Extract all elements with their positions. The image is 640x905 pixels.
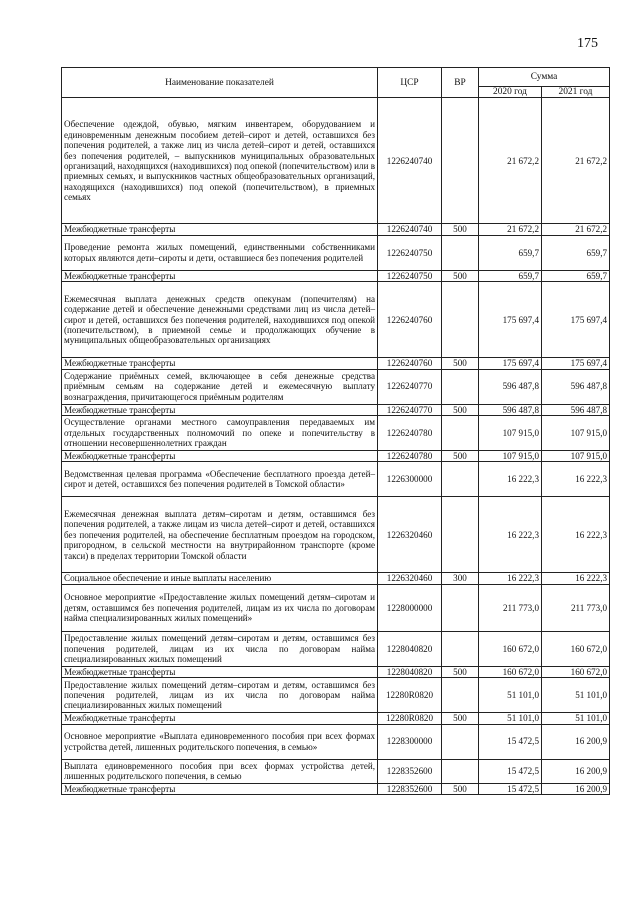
row-sum-2021: 51 101,0 [542, 678, 610, 713]
row-sum-2021: 175 697,4 [542, 358, 610, 369]
row-csr-code: 1226240750 [378, 235, 442, 270]
page-number: 175 [577, 36, 598, 51]
row-name: Предоставление жилых помещений детям–сиротам и детям, оставшимся без попечения родителей, лицам из их числа по договорам найма специализированных жилых помещений [62, 678, 378, 713]
row-sum-2021: 16 200,9 [542, 724, 610, 759]
row-sum-2021: 21 672,2 [542, 98, 610, 224]
table-row [62, 497, 610, 573]
row-sum-2021: 659,7 [542, 235, 610, 270]
row-sum-2020: 596 487,8 [479, 404, 542, 415]
row-sum-2021: 175 697,4 [542, 282, 610, 358]
row-csr-code: 1228352600 [378, 783, 442, 794]
table-row [62, 98, 610, 224]
row-sum-2020: 51 101,0 [479, 713, 542, 724]
row-vr-code [442, 759, 479, 783]
row-csr-code: 1226320460 [378, 573, 442, 584]
row-sum-2021: 16 222,3 [542, 462, 610, 497]
row-name: Осуществление органами местного самоуправления передаваемых им отдельных государственных полномочий по опеке и попечительству в отношении несовершеннолетних граждан [62, 416, 378, 451]
row-sum-2021: 21 672,2 [542, 224, 610, 235]
row-sum-2020: 16 222,3 [479, 573, 542, 584]
row-vr-code: 500 [442, 451, 479, 462]
row-sum-2021: 51 101,0 [542, 713, 610, 724]
row-sum-2021: 160 672,0 [542, 666, 610, 677]
row-csr-code: 12280R0820 [378, 678, 442, 713]
table-row [62, 678, 610, 713]
row-csr-code: 1226240770 [378, 369, 442, 404]
row-name: Ведомственная целевая программа «Обеспечение бесплатного проезда детей–сирот и детей, оставшихся без попечения родителей в Томской области» [62, 462, 378, 497]
table-row [62, 416, 610, 451]
table-row [62, 235, 610, 270]
table-row [62, 631, 610, 666]
row-sum-2021: 596 487,8 [542, 369, 610, 404]
row-sum-2020: 175 697,4 [479, 282, 542, 358]
table-row [62, 584, 610, 631]
row-sum-2020: 211 773,0 [479, 584, 542, 631]
table-row [62, 282, 610, 358]
row-sum-2020: 596 487,8 [479, 369, 542, 404]
table-row [62, 270, 610, 281]
row-vr-code: 500 [442, 713, 479, 724]
table-row [62, 451, 610, 462]
header-year-2021: 2021 год [542, 87, 610, 98]
row-sum-2021: 16 222,3 [542, 573, 610, 584]
row-name: Ежемесячная выплата денежных средств опекунам (попечителям) на содержание детей и обеспечение денежными средствами лиц из числа детей–сирот и детей, оставшихся без попечения родителей, находившихся под опекой (попечительством), в приемной семье и продолжающих обучение в муниципальных общеобразовательных организациях [62, 282, 378, 358]
row-sum-2021: 107 915,0 [542, 416, 610, 451]
row-csr-code: 1226240750 [378, 270, 442, 281]
row-csr-code: 1226300000 [378, 462, 442, 497]
row-csr-code: 1226240760 [378, 282, 442, 358]
row-sum-2020: 107 915,0 [479, 451, 542, 462]
table-row [62, 666, 610, 677]
row-sum-2020: 175 697,4 [479, 358, 542, 369]
row-sum-2020: 659,7 [479, 270, 542, 281]
row-sum-2020: 107 915,0 [479, 416, 542, 451]
row-vr-code [442, 631, 479, 666]
row-sum-2021: 107 915,0 [542, 451, 610, 462]
row-vr-code [442, 724, 479, 759]
table-row [62, 369, 610, 404]
row-vr-code [442, 235, 479, 270]
row-vr-code: 500 [442, 666, 479, 677]
row-sum-2021: 16 222,3 [542, 497, 610, 573]
row-vr-code: 500 [442, 270, 479, 281]
table-row [62, 224, 610, 235]
row-name: Межбюджетные трансферты [62, 270, 378, 281]
header-sum: Сумма [479, 68, 610, 87]
row-csr-code: 1228000000 [378, 584, 442, 631]
row-name: Основное мероприятие «Предоставление жилых помещений детям–сиротам и детям, оставшимся без попечения родителей, лицам из их числа по договорам найма специализированных жилых помещений» [62, 584, 378, 631]
row-name: Проведение ремонта жилых помещений, единственными собственниками которых являются дети–сироты и дети, оставшиеся без попечения родителей [62, 235, 378, 270]
row-sum-2021: 659,7 [542, 270, 610, 281]
row-name: Межбюджетные трансферты [62, 451, 378, 462]
row-name: Социальное обеспечение и иные выплаты населению [62, 573, 378, 584]
row-name: Предоставление жилых помещений детям–сиротам и детям, оставшимся без попечения родителей, лицам из их числа по договорам найма специализированных жилых помещений [62, 631, 378, 666]
row-sum-2020: 15 472,5 [479, 783, 542, 794]
row-csr-code: 1226240760 [378, 358, 442, 369]
row-sum-2021: 211 773,0 [542, 584, 610, 631]
row-vr-code: 500 [442, 224, 479, 235]
row-sum-2020: 16 222,3 [479, 462, 542, 497]
row-csr-code: 1226240740 [378, 224, 442, 235]
row-vr-code [442, 369, 479, 404]
row-csr-code: 1226240780 [378, 416, 442, 451]
row-vr-code: 300 [442, 573, 479, 584]
row-name: Межбюджетные трансферты [62, 783, 378, 794]
row-name: Межбюджетные трансферты [62, 713, 378, 724]
table-row [62, 724, 610, 759]
budget-table [61, 67, 610, 795]
row-sum-2021: 596 487,8 [542, 404, 610, 415]
row-name: Межбюджетные трансферты [62, 358, 378, 369]
row-vr-code [442, 462, 479, 497]
table-row [62, 462, 610, 497]
row-vr-code: 500 [442, 404, 479, 415]
row-name: Основное мероприятие «Выплата единовременного пособия при всех формах устройства детей, лишенных родительского попечения, в семью» [62, 724, 378, 759]
row-sum-2020: 15 472,5 [479, 759, 542, 783]
header-csr: ЦСР [378, 68, 442, 98]
row-csr-code: 1226320460 [378, 497, 442, 573]
row-vr-code [442, 497, 479, 573]
row-sum-2020: 51 101,0 [479, 678, 542, 713]
row-csr-code: 1226240770 [378, 404, 442, 415]
table-row [62, 783, 610, 794]
row-csr-code: 1228040820 [378, 631, 442, 666]
header-name: Наименование показателей [62, 68, 378, 98]
row-vr-code [442, 584, 479, 631]
table-row [62, 573, 610, 584]
row-name: Обеспечение одеждой, обувью, мягким инвентарем, оборудованием и единовременным денежным пособием детей–сирот и детей, оставшихся без попечения родителей, а также лиц из числа детей–сирот и детей, оставшихся без попечения родителей, – выпускников муниципальных образовательных организаций, находящихся (находившихся) под опекой (попечительством) или в приемных семьях, и выпускников частных общеобразовательных организаций, находящихся (находившихся) под опекой (попечительством), в приемных семьях [62, 98, 378, 224]
table-row [62, 713, 610, 724]
row-csr-code: 1228352600 [378, 759, 442, 783]
row-vr-code [442, 98, 479, 224]
row-sum-2020: 15 472,5 [479, 724, 542, 759]
row-sum-2020: 160 672,0 [479, 666, 542, 677]
row-sum-2020: 659,7 [479, 235, 542, 270]
table-row [62, 358, 610, 369]
header-year-2020: 2020 год [479, 87, 542, 98]
row-name: Межбюджетные трансферты [62, 404, 378, 415]
row-sum-2020: 21 672,2 [479, 98, 542, 224]
row-csr-code: 1228040820 [378, 666, 442, 677]
row-csr-code: 1226240740 [378, 98, 442, 224]
row-sum-2021: 16 200,9 [542, 759, 610, 783]
table-row [62, 404, 610, 415]
row-csr-code: 1226240780 [378, 451, 442, 462]
row-sum-2020: 16 222,3 [479, 497, 542, 573]
row-name: Содержание приёмных семей, включающее в себя денежные средства приёмным семьям на содержание детей и ежемесячную выплату вознаграждения, причитающегося приёмным родителям [62, 369, 378, 404]
row-name: Ежемесячная денежная выплата детям–сиротам и детям, оставшимся без попечения родителей, а также лицам из числа детей–сирот и детей, оставшихся без попечения родителей, на обеспечение бесплатным проездом на городском, пригородном, в сельской местности на внутрирайонном транспорте (кроме такси) в пределах территории Томской области [62, 497, 378, 573]
row-sum-2020: 160 672,0 [479, 631, 542, 666]
row-csr-code: 1228300000 [378, 724, 442, 759]
row-csr-code: 12280R0820 [378, 713, 442, 724]
row-vr-code: 500 [442, 358, 479, 369]
table-header [62, 68, 610, 98]
row-sum-2021: 160 672,0 [542, 631, 610, 666]
table-row [62, 759, 610, 783]
row-name: Выплата единовременного пособия при всех формах устройства детей, лишенных родительского попечения, в семью [62, 759, 378, 783]
row-sum-2021: 16 200,9 [542, 783, 610, 794]
row-sum-2020: 21 672,2 [479, 224, 542, 235]
row-vr-code: 500 [442, 783, 479, 794]
row-vr-code [442, 678, 479, 713]
row-vr-code [442, 282, 479, 358]
row-name: Межбюджетные трансферты [62, 666, 378, 677]
table-body [62, 98, 610, 795]
row-vr-code [442, 416, 479, 451]
row-name: Межбюджетные трансферты [62, 224, 378, 235]
header-vr: ВР [442, 68, 479, 98]
